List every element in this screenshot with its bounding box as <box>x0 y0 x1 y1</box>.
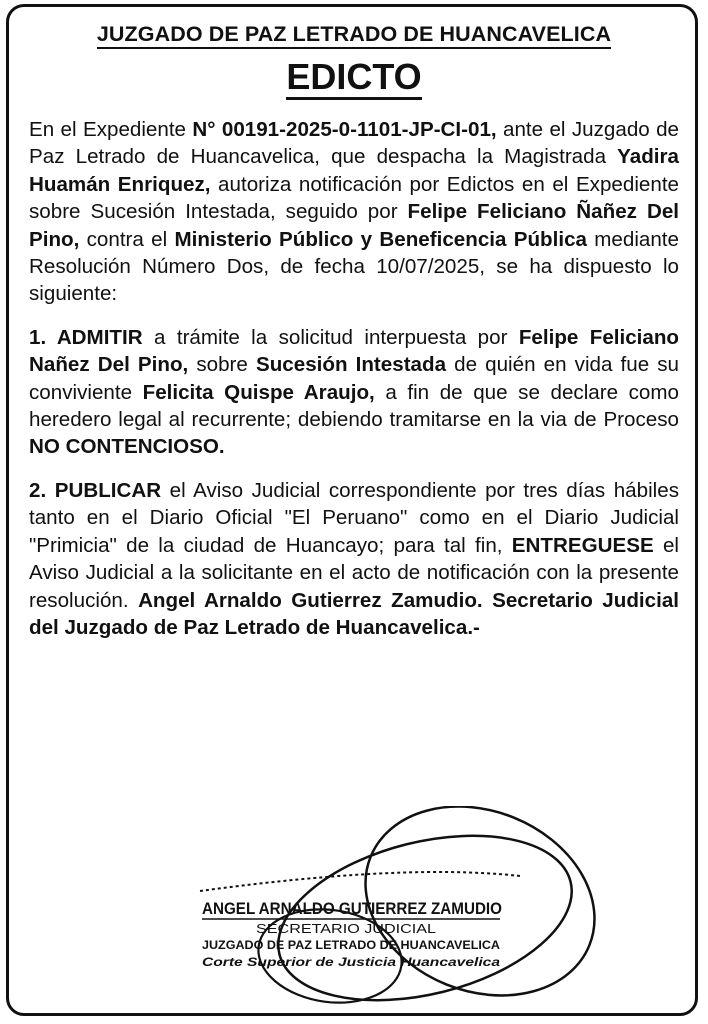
process-type: NO CONTENCIOSO. <box>29 435 225 459</box>
signature-stamp <box>190 806 610 1016</box>
deliver-action: ENTREGUESE <box>511 533 654 557</box>
applicant-name: Felipe Feliciano Nañez Del Pino, <box>29 325 680 377</box>
deceased-name: Felicita Quispe Araujo, <box>142 380 375 404</box>
stamp-name: ANGEL ARNALDO GUTIERREZ ZAMUDIO <box>202 899 502 918</box>
defendant-name: Ministerio Público y Beneficencia Pública <box>174 227 587 251</box>
edict-body <box>29 116 679 657</box>
judge-name: Yadira Huamán Enriquez, <box>29 145 679 196</box>
case-number: N° 00191-2025-0-1101-JP-CI-01, <box>192 118 497 141</box>
subject-matter: Sucesión Intestada <box>255 353 447 377</box>
item-1-paragraph: 1. ADMITIR a trámite la solicitud interpuesta por Felipe Feliciano Nañez Del Pino, sobre Sucesión Intestada de quién en vida fue su conviviente Felicita Quispe Araujo, a fin de que se declare como heredero legal al recurrente; debiendo tramitarse en la via de Proceso NO CONTENCIOSO. <box>29 325 680 459</box>
signature-stroke <box>200 872 520 891</box>
stamp-court: Corte Superior de Justicia Huancavelica <box>202 955 501 969</box>
intro-paragraph: En el Expediente N° 00191-2025-0-1101-JP-CI-01, ante el Juzgado de Paz Letrado de Huancavelica, que despacha la Magistrada Yadira Huamán Enriquez, autoriza notificación por Edictos en el Expediente sobre Sucesión Intestada, seguido por Felipe Feliciano Ñañez Del Pino, contra el Ministerio Público y Beneficencia Pública mediante Resolución Número Dos, de fecha 10/07/2025, se ha dispuesto lo siguiente: <box>29 118 679 306</box>
stamp-office: JUZGADO DE PAZ LETRADO DE HUANCAVELICA <box>202 940 500 952</box>
admit-action: ADMITIR <box>56 325 143 349</box>
plaintiff-name: Felipe Feliciano Ñañez Del Pino, <box>29 200 679 251</box>
signer-block: Angel Arnaldo Gutierrez Zamudio. Secretario Judicial del Juzgado de Paz Letrado de Huancavelica.- <box>29 588 679 639</box>
court-name: JUZGADO DE PAZ LETRADO DE HUANCAVELICA <box>0 22 708 47</box>
stamp-role: SECRETARIO JUDICIAL <box>256 921 436 936</box>
publish-action: PUBLICAR <box>54 478 162 502</box>
document-title: EDICTO <box>0 56 708 98</box>
item-2-paragraph: 2. PUBLICAR el Aviso Judicial correspondiente por tres días hábiles tanto en el Diario Oficial "El Peruano" como en el Diario Judicial "Primicia" de la ciudad de Huancayo; para tal fin, ENTREGUESE el Aviso Judicial a la solicitante en el acto de notificación con la presente resolución. Angel Arnaldo Gutierrez Zamudio. Secretario Judicial del Juzgado de Paz Letrado de Huancavelica.- <box>29 478 679 639</box>
